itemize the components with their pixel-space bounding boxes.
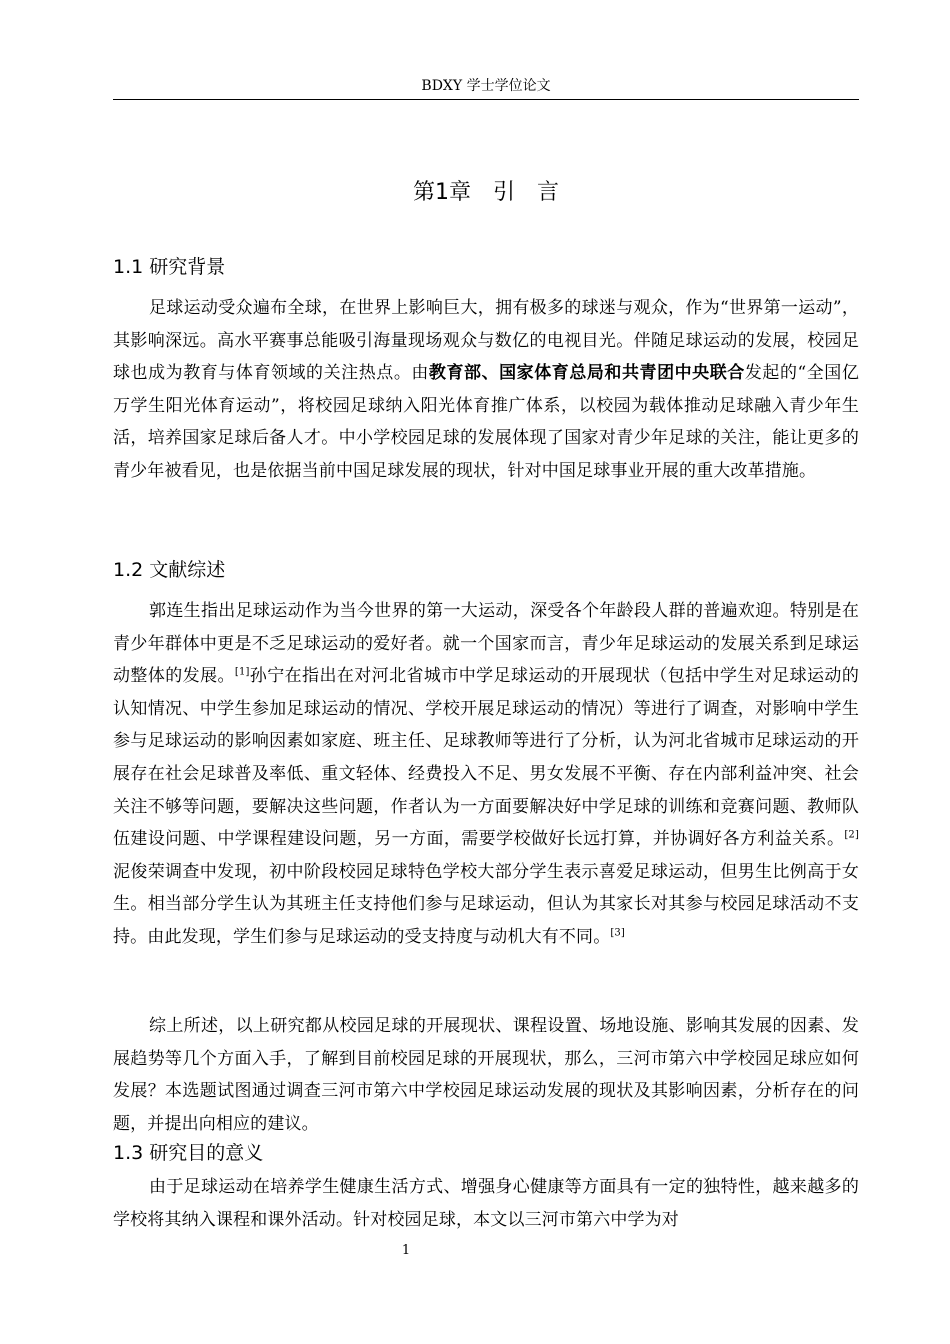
paragraph-text: 孙宁在指出在对河北省城市中学足球运动的开展现状（包括中学生对足球运动的认知情况、中学生参加足球运动的情况、学校开展足球运动的情况）等进行了调查，对影响中学生参与足球运动的影响因素如家庭、班主任、足球教师等进行了分析，认为河北省城市足球运动的开展存在社会足球普及率低、重文轻体、经费投入不足、男女发展不平衡、存在内部利益冲突、社会关注不够等问题，要解决这些问题，作者认为一方面要解决好中学足球的训练和竞赛问题、教师队伍建设问题、中学课程建设问题，另一方面，需要学校做好长远打算，并协调好各方利益关系。	[113, 666, 859, 850]
page-number: 1	[401, 1243, 411, 1258]
chapter-title: 第1章 引 言	[413, 180, 559, 205]
section-heading-1-2: 1.2 文献综述	[113, 559, 226, 581]
header-rule	[113, 99, 859, 100]
section-heading-1-3: 1.3 研究目的意义	[113, 1142, 264, 1164]
citation-2: [2]	[844, 829, 859, 841]
section-heading-1-1: 1.1 研究背景	[113, 256, 226, 278]
bold-organizations: 教育部、国家体育总局和共青团中央联合	[428, 363, 745, 384]
paragraph-purpose: 由于足球运动在培养学生健康生活方式、增强身心健康等方面具有一定的独特性，越来越多的学校将其纳入课程和课外活动。针对校园足球，本文以三河市第六中学为对	[113, 1177, 859, 1230]
paragraph-text: 泥俊荣调查中发现，初中阶段校园足球特色学校大部分学生表示喜爱足球运动，但男生比例高于女生。相当部分学生认为其班主任支持他们参与足球运动，但认为其家长对其参与校园足球活动不支持。由此发现，学生们参与足球运动的受支持度与动机大有不同。	[113, 861, 859, 947]
paragraph-text: 郭连生指出足球运动作为当今世界的第一大运动，深受各个年龄段人群的普遍欢迎。特别是在青少年群体中更是不乏足球运动的爱好者。就一个国家而言，青少年足球运动的发展关系到足球运动整体的发展。	[113, 601, 859, 687]
paragraph-background	[113, 292, 859, 488]
paragraph-literature-review	[113, 595, 859, 954]
citation-3: [3]	[610, 927, 625, 939]
paragraph-text: 发起的“全国亿万学生阳光体育运动”，将校园足球纳入阳光体育推广体系，以校园为载体推动足球融入青少年生活，培养国家足球后备人才。中小学校园足球的发展体现了国家对青少年足球的关注，能让更多的青少年被看见，也是依据当前中国足球发展的现状，针对中国足球事业开展的重大改革措施。	[113, 363, 859, 481]
paragraph-summary: 综上所述，以上研究都从校园足球的开展现状、课程设置、场地设施、影响其发展的因素、发展趋势等几个方面入手，了解到目前校园足球的开展现状，那么，三河市第六中学校园足球应如何发展？本选题试图通过调查三河市第六中学校园足球运动发展的现状及其影响因素，分析存在的问题，并提出向相应的建议。	[113, 1016, 859, 1134]
citation-1: [1]	[234, 666, 250, 678]
running-header: BDXY 学士学位论文	[421, 78, 551, 94]
paragraph-text: 足球运动受众遍布全球，在世界上影响巨大，拥有极多的球迷与观众，作为“世界第一运动”，其影响深远。高水平赛事总能吸引海量现场观众与数亿的电视目光。伴随足球运动的发展，校园足球也成为教育与体育领域的关注热点。由	[113, 298, 859, 384]
